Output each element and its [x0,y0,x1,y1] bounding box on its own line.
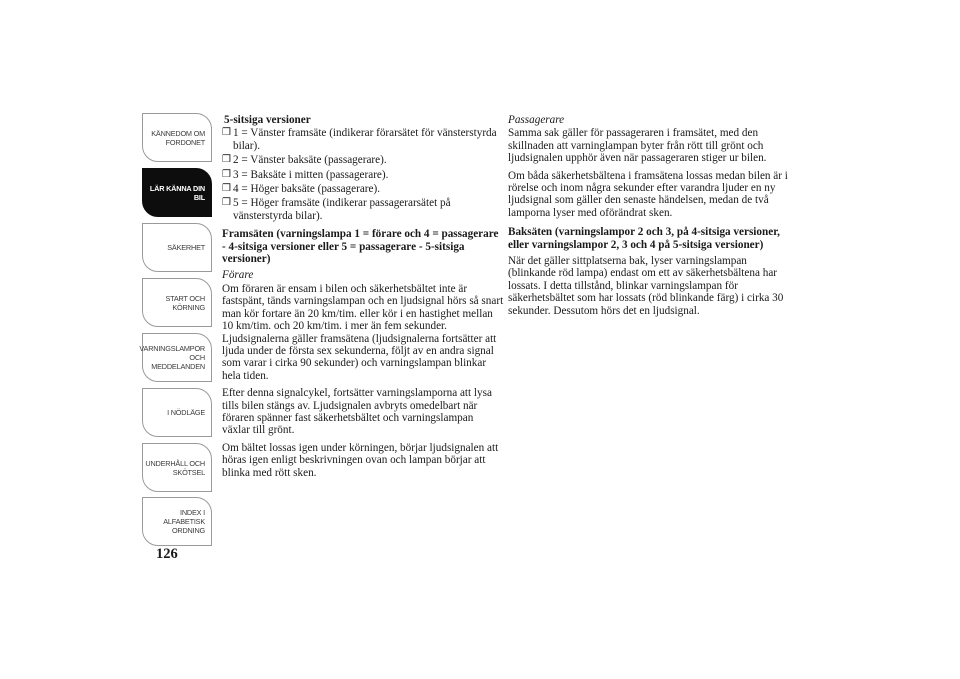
tab-label: VARNINGSLAMPOR OCH MEDDELANDEN [139,344,205,371]
page-number: 126 [156,546,178,562]
tab-label: START OCH KÖRNING [165,293,205,312]
section-heading: Framsäten (varningslampa 1 = förare och 4 = passagerare - 4-sitsiga versioner eller 5 = passagerare - 5-sitsiga versioner) [222,228,499,266]
list-item-text: 1 = Vänster framsäte (indikerar förarsätet för vänsterstyrda bilar). [233,127,497,152]
subheading-passenger: Passagerare [508,114,565,126]
list-item-text: 5 = Höger framsäte (indikerar passagerarsätet på vänsterstyrda bilar). [233,197,451,222]
tab-sakerhet[interactable] [142,223,212,272]
list-item-text: 4 = Höger baksäte (passagerare). [233,183,381,196]
tab-underhall-och-skotsel[interactable] [142,443,212,492]
tab-label: KÄNNEDOM OM FORDONET [151,128,205,147]
paragraph: Efter denna signalcykel, fortsätter varningslamporna att lysa tills bilen stängs av. Ljudsignalen avbryts omedelbart när föraren spänner fast säkerhetsbältet och varningslampan växlar till grönt. [222,387,492,437]
list-item [222,154,504,166]
paragraph: Om båda säkerhetsbältena i framsätena lossas medan bilen är i rörelse och inom några sekunder efter varandra ljuder en ny ljudsignal som gäller den senaste händelsen, medan de två lamporna lyser med oförändrat sken. [508,169,788,219]
tab-label: I NÖDLÄGE [167,408,205,417]
column-left [222,114,504,484]
tab-label: LÄR KÄNNA DIN BIL [149,183,205,202]
subheading-driver: Förare [222,269,254,282]
paragraph: Om bältet lossas igen under körningen, börjar ljudsignalen att höras igen enligt beskrivningen ovan och lampan börjar att blinka med rött sken. [222,441,499,479]
checkbox-bullet-icon: ❒ [222,197,231,209]
tab-lar-kanna-din-bil[interactable] [142,168,212,217]
tab-index-i-alfabetisk-ordning[interactable] [142,497,212,546]
tab-label: UNDERHÅLL OCH SKÖTSEL [145,458,205,477]
chapter-tabs [139,113,212,546]
paragraph: Samma sak gäller för passageraren i framsätet, med den skillnaden att varninglampan byter från rött till grönt och ljudsignalen upphör även när passageraren stiger ur bilen. [508,127,767,165]
checkbox-bullet-icon: ❒ [222,168,231,180]
column-right [508,114,788,322]
tab-label: INDEX I ALFABETISK ORDNING [163,508,205,535]
paragraph: Om föraren är ensam i bilen och säkerhetsbältet inte är fastspänt, tänds varningslampan och en ljudsignal hörs så snart man kör fortare än 20 km/tim. eller kör i en hastighet mellan 10 km/tim. och 20 km/tim. i mer än fem sekunder. Ljudsignalerna gäller framsätena (ljudsignalerna fortsätter att ljuda under de första sex sekunderna, följt av en andra signal som varar i cirka 90 sekunder) och varningslampan blinkar hela tiden. [222,282,504,382]
paragraph: När det gäller sittplatserna bak, lyser varningslampan (blinkande röd lampa) endast om ett av säkerhetsbältena har lossats. I detta tillstånd, blinkar varningslampan för säkerhetsbältet som har lossats (röd blinkande färg) i cirka 30 sekunder. Dessutom hörs det en ljudsignal. [508,255,784,317]
checkbox-bullet-icon: ❒ [222,154,231,166]
list-item-text: 2 = Vänster baksäte (passagerare). [233,154,387,167]
list-item [222,169,504,181]
checkbox-bullet-icon: ❒ [222,183,231,195]
list-item [222,127,504,152]
section-heading: 5-sitsiga versioner [224,114,311,126]
list-item-text: 3 = Baksäte i mitten (passagerare). [233,168,389,181]
tab-i-nodlage[interactable] [142,388,212,437]
list-item [222,183,504,195]
tab-kannedom-om-fordonet[interactable] [142,113,212,162]
checkbox-bullet-icon: ❒ [222,127,231,139]
list-item [222,197,504,222]
tab-start-och-korning[interactable] [142,278,212,327]
tab-varningslampor-och-meddelanden[interactable] [139,333,212,382]
tab-label: SÄKERHET [167,243,205,252]
section-heading: Baksäten (varningslampor 2 och 3, på 4-sitsiga versioner, eller varningslampor 2, 3 och 4 på 5-sitsiga versioner) [508,226,780,251]
